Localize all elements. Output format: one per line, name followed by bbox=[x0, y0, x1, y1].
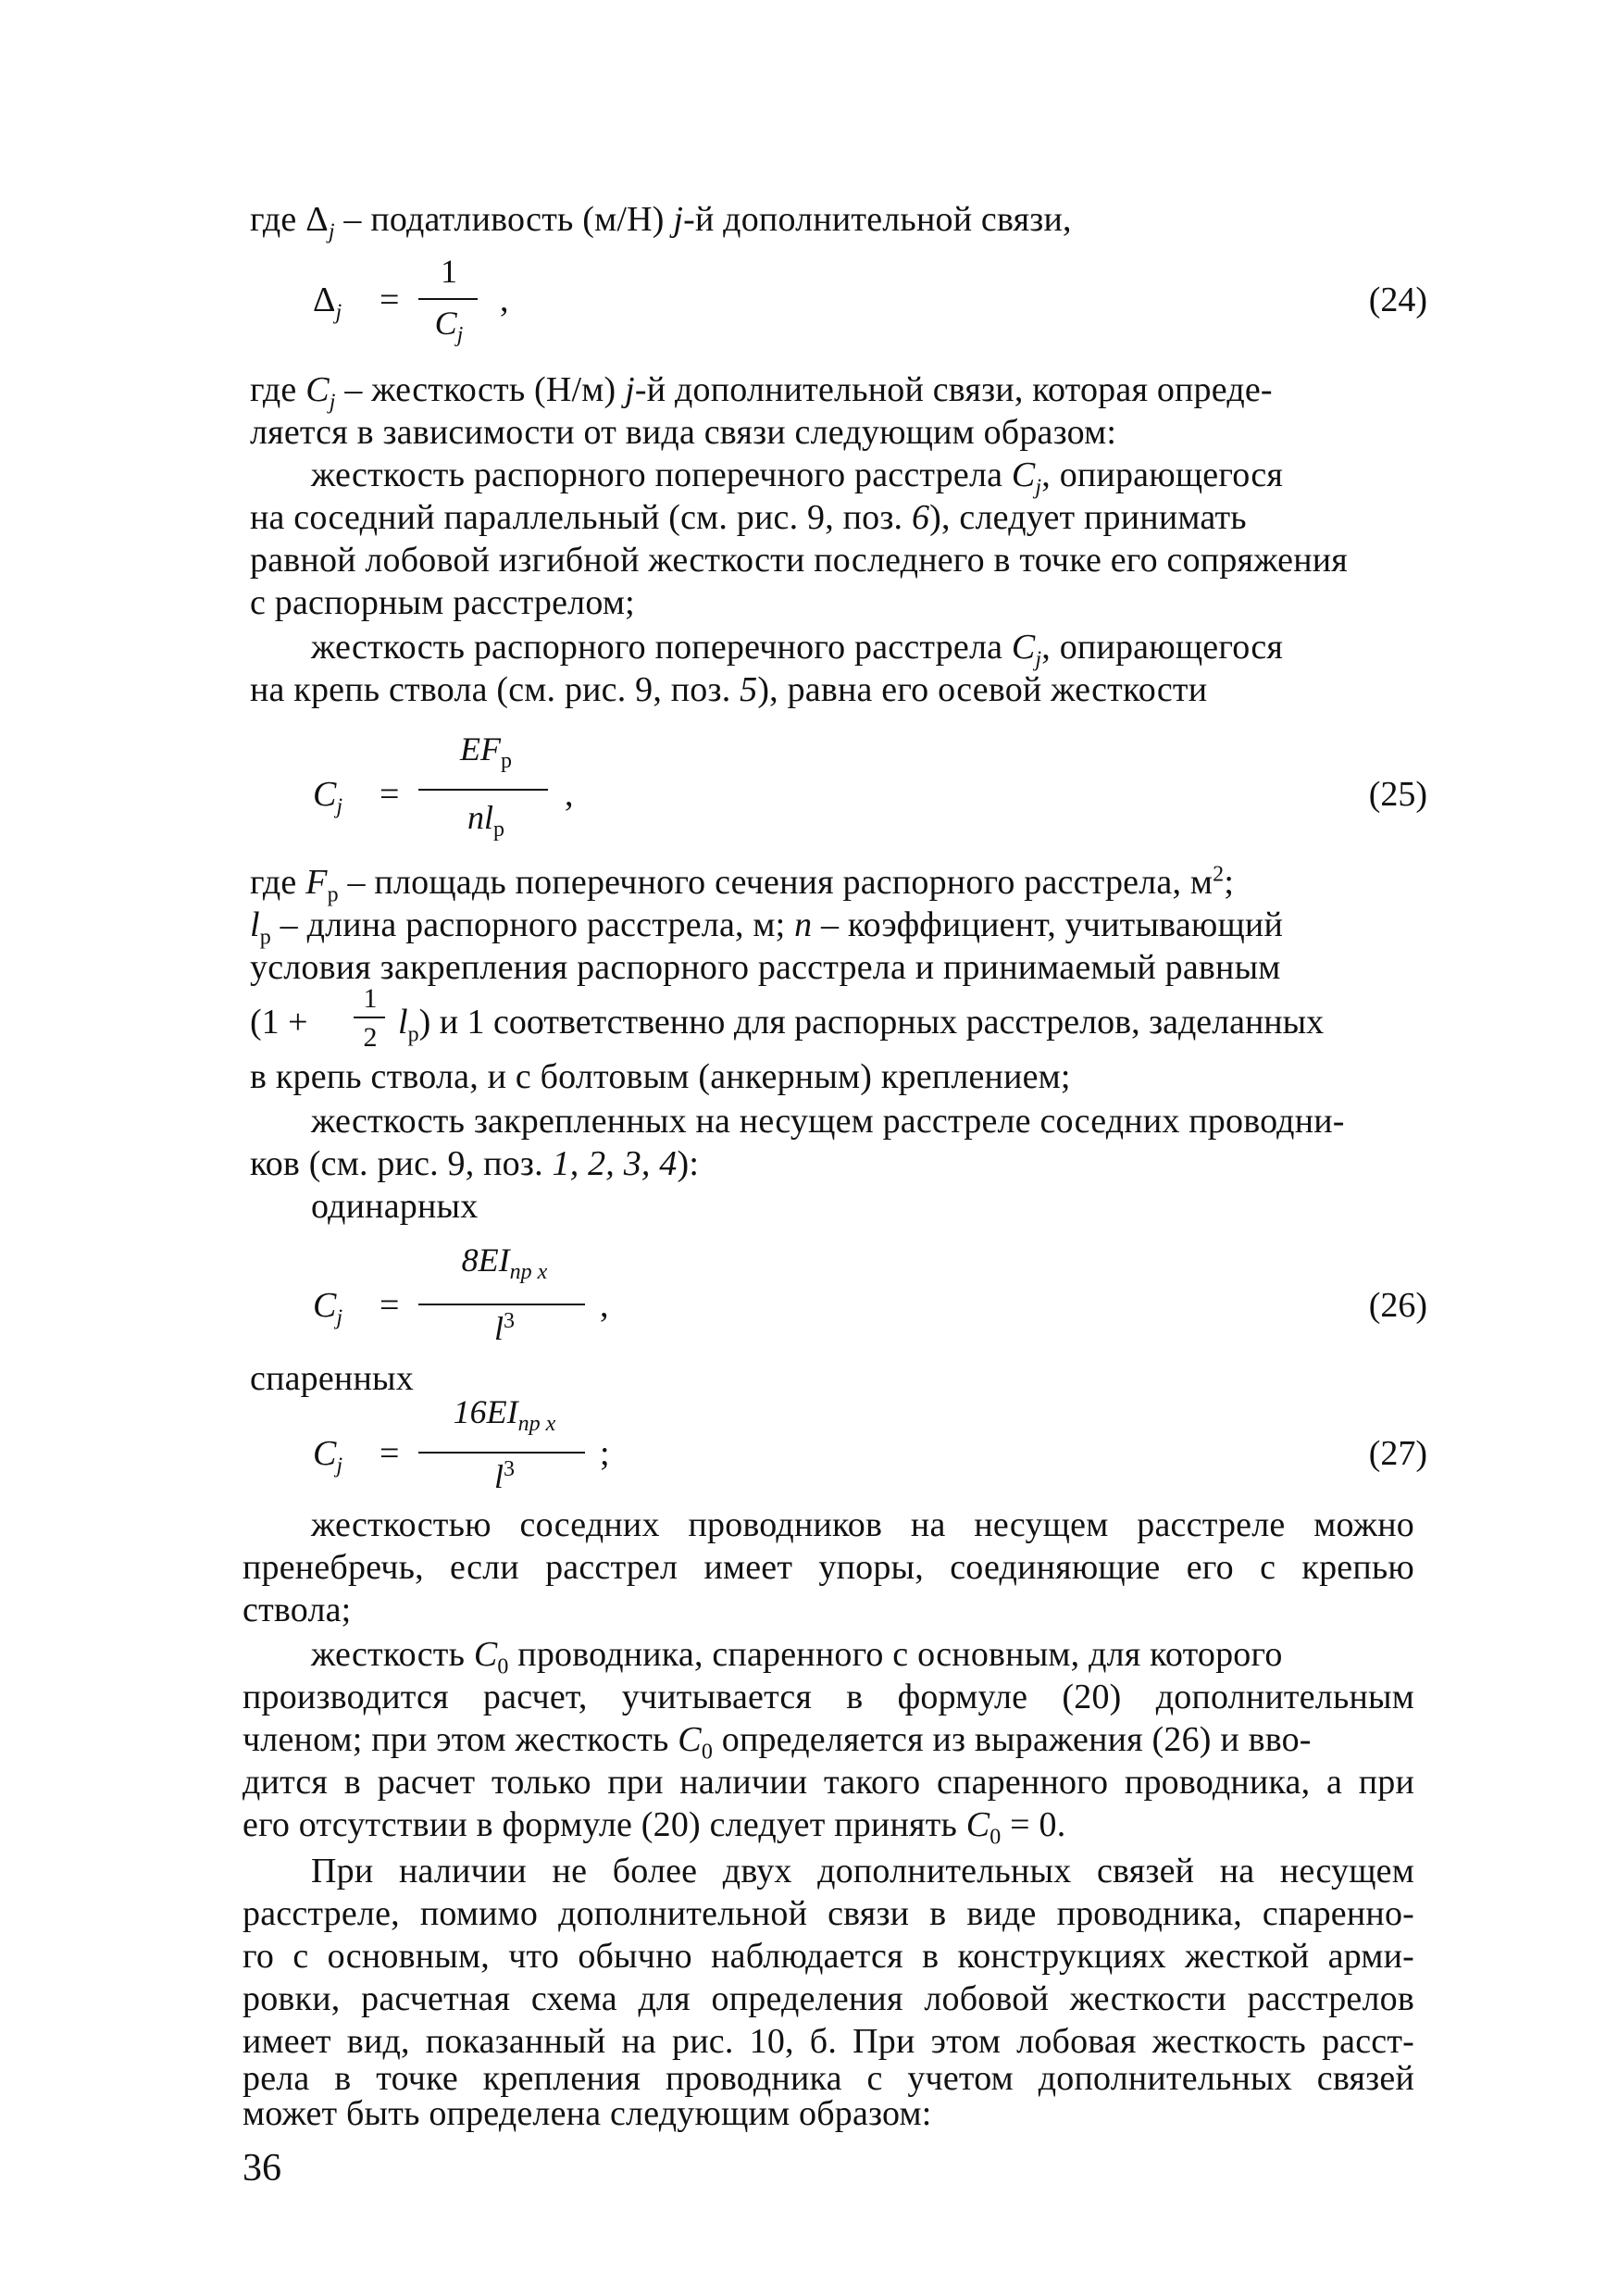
text-line: жесткостью соседних проводников на несущем расстреле можно bbox=[311, 1505, 1414, 1544]
page-number: 36 bbox=[243, 2147, 281, 2190]
text-line: жесткость распорного поперечного расстрела $C_j$, опирающегося bbox=[311, 455, 1284, 500]
text-line: условия закрепления распорного расстрела и принимаемый равным bbox=[250, 948, 1281, 987]
document-page: где $\Delta_j$ – податливость (м/Н) j-й дополнительной связи, $\Delta_j$ = 1 $C_j$ , (24) где $C_j$ – жесткость (Н/м) j-й дополнительной связи, которая опреде- ляется в зависимости от вида связи следующим образом: жесткость распорного поперечного расстрела $C_j$, опирающегося на соседний параллельный (см. рис. 9, поз. 6), следует принимать равной лобовой изгибной жесткости последнего в точке его сопряжения с распорным расстрелом; жесткость распорного поперечного расстрела $C_j$, опирающегося на крепь ствола (см. рис. 9, поз. 5), равна его осевой жесткости $C_j$ = $EF_р$ $nl_р$ , (25) где $F_р$ – площадь поперечного сечения распорного расстрела, $м^2$; $l_р$ – длина распорного расстрела, м; n – коэффициент, учитывающий условия закрепления распорного расстрела и принимаемый равным (1 + 1 2 $l_р$) и 1 соответственно для распорных расстрелов, заделанных в крепь ствола, и с болтовым (анкерным) креплением; жесткость закрепленных на несущем расстреле соседних проводни- ков (см. рис. 9, поз. 1, 2, 3, 4): одинарных $C_j$ = $8EI_{пр x}$ $l^3$ , (26) спаренных $C_j$ = $16EI_{пр x}$ $l^3$ ; (27) жесткостью соседних проводников на несущем расстреле можно пренебречь, если расстрел имеет упоры, соединяющие его с крепью ствола; жесткость $C_0$ проводника, спаренного с основным, для которого производится расчет, учитывается в формуле (20) дополнительным членом; при этом жесткость $C_0$ определяется из выражения (26) и вво- дится в расчет только при наличии такого спаренного проводника, а при его отсутствии в формуле (20) следует принять $C_0 = 0$. При наличии не более двух дополнительных связей на несущем расстреле, помимо дополнительной связи в виде проводника, спаренно- го с основным, что обычно наблюдается в конструкциях жесткой арми- ровки, расчетная схема для определения лобовой жесткости расстрелов имеет вид, показанный на рис. 10, б. При этом лобовая жесткость расст- рела в точке крепления проводника с учетом дополнительных связей может быть определена следующим образом: 36 bbox=[0, 0, 1618, 2296]
text-line: рела в точке крепления проводника с учетом дополнительных связей bbox=[243, 2059, 1414, 2098]
text-line: его отсутствии в формуле (20) следует принять $C_0 = 0$. bbox=[243, 1805, 1066, 1850]
text-line: ствола; bbox=[243, 1591, 352, 1629]
text-line: $l_р$ – длина распорного расстрела, м; n – коэффициент, учитывающий bbox=[250, 905, 1284, 950]
text-line: где $\Delta_j$ – податливость (м/Н) j-й дополнительной связи, bbox=[250, 200, 1072, 244]
text-line: ков (см. рис. 9, поз. 1, 2, 3, 4): bbox=[250, 1144, 700, 1183]
text-line: имеет вид, показанный на рис. 10, б. При этом лобовая жесткость расст- bbox=[243, 2022, 1414, 2061]
text-line: может быть определена следующим образом: bbox=[243, 2094, 932, 2133]
text-line: на соседний параллельный (см. рис. 9, поз. 6), следует принимать bbox=[250, 498, 1247, 537]
equation-number: (27) bbox=[1368, 1434, 1427, 1473]
equation-number: (26) bbox=[1368, 1286, 1427, 1325]
text-line: где $C_j$ – жесткость (Н/м) j-й дополнительной связи, которая опреде- bbox=[250, 370, 1273, 415]
equation-number: (25) bbox=[1368, 775, 1427, 814]
text-line: в крепь ствола, и с болтовым (анкерным) креплением; bbox=[250, 1057, 1071, 1096]
text-line: жесткость $C_0$ проводника, спаренного с основным, для которого bbox=[311, 1635, 1283, 1679]
text-line: дится в расчет только при наличии такого спаренного проводника, а при bbox=[243, 1763, 1414, 1802]
text-line: где $F_р$ – площадь поперечного сечения распорного расстрела, $м^2$; bbox=[250, 862, 1235, 907]
text-line: жесткость закрепленных на несущем расстреле соседних проводни- bbox=[311, 1102, 1345, 1141]
text-line: ровки, расчетная схема для определения лобовой жесткости расстрелов bbox=[243, 1979, 1414, 2018]
equation-number: (24) bbox=[1368, 281, 1427, 319]
text-line: членом; при этом жесткость $C_0$ определяется из выражения (26) и вво- bbox=[243, 1720, 1312, 1765]
text-line: При наличии не более двух дополнительных связей на несущем bbox=[311, 1852, 1414, 1890]
text-line: на крепь ствола (см. рис. 9, поз. 5), равна его осевой жесткости bbox=[250, 670, 1208, 709]
text-line: ляется в зависимости от вида связи следующим образом: bbox=[250, 413, 1117, 452]
text-line: го с основным, что обычно наблюдается в конструкциях жесткой арми- bbox=[243, 1937, 1414, 1976]
text-line: пренебречь, если расстрел имеет упоры, соединяющие его с крепью bbox=[243, 1548, 1414, 1587]
text-line: равной лобовой изгибной жесткости последнего в точке его сопряжения bbox=[250, 541, 1348, 580]
text-line: спаренных bbox=[250, 1359, 414, 1398]
text-line: жесткость распорного поперечного расстрела $C_j$, опирающегося bbox=[311, 628, 1284, 672]
text-line: одинарных bbox=[311, 1187, 479, 1226]
text-line: расстреле, помимо дополнительной связи в виде проводника, спаренно- bbox=[243, 1894, 1414, 1933]
text-line: с распорным расстрелом; bbox=[250, 583, 635, 622]
text-line: производится расчет, учитывается в формуле (20) дополнительным bbox=[243, 1678, 1414, 1716]
